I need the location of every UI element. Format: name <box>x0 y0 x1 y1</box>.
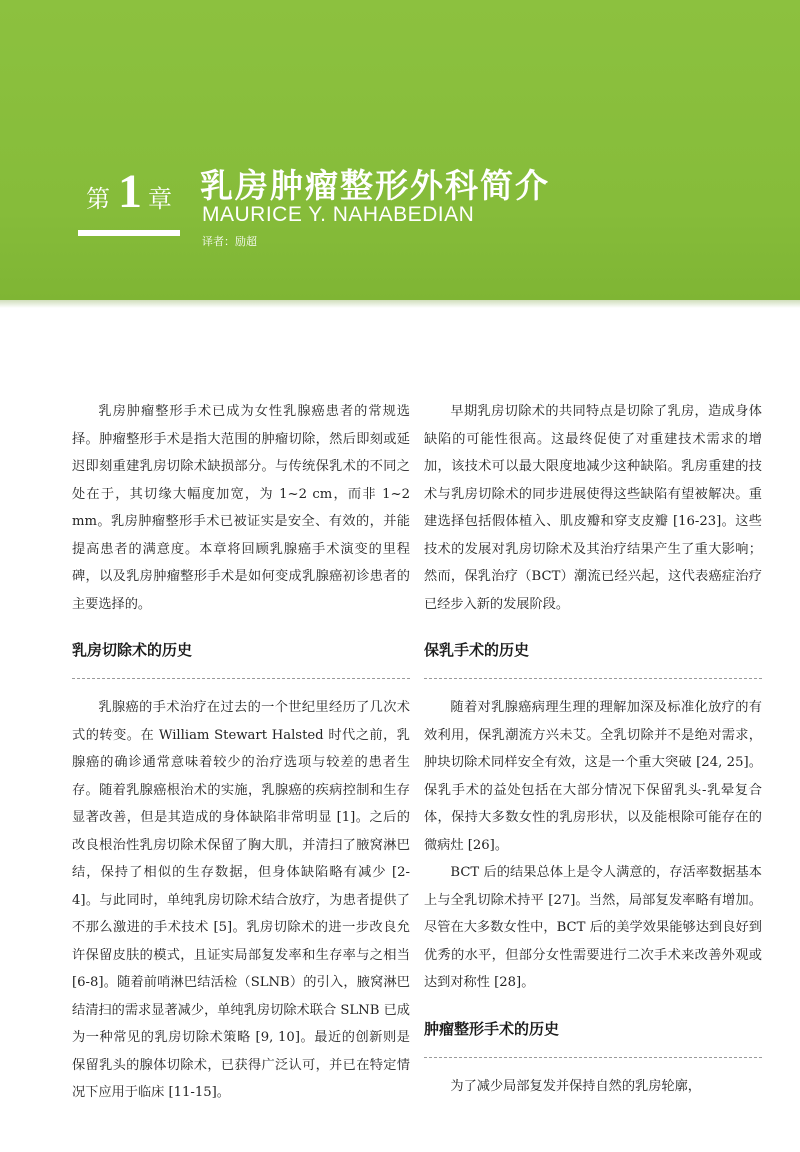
chapter-author: MAURICE Y. NAHABEDIAN <box>202 203 475 226</box>
chapter-suffix: 章 <box>148 185 172 213</box>
oncoplastic-paragraph-1: 为了减少局部复发并保持自然的乳房轮廓， <box>450 1078 701 1094</box>
chapter-underline <box>78 230 180 236</box>
bct-paragraph-2: BCT 后的结果总体上是令人满意的，存活率数据基本上与全乳切除术持平 [27]。当然，局部复发率略有增加。尽管在大多数女性中，BCT 后的美学效果能够达到良好到优秀的水平，但部分女性需要进行二次手术来改善外观或达到对称性 [28]。 <box>424 865 762 990</box>
chapter-label <box>86 166 186 216</box>
section-heading-bct-history: 保乳手术的历史 <box>424 641 530 659</box>
banner-shadow <box>0 300 800 308</box>
dashed-divider <box>72 678 410 679</box>
chapter-number: 1 <box>118 165 142 218</box>
left-column <box>72 398 410 1107</box>
section-heading-block <box>424 1008 762 1060</box>
dashed-divider <box>424 1057 762 1058</box>
section-heading-oncoplastic-history: 肿瘤整形手术的历史 <box>424 1019 560 1038</box>
bct-paragraph-1: 随着对乳腺癌病理生理的理解加深及标准化放疗的有效利用，保乳潮流方兴未艾。全乳切除并不是绝对需求，肿块切除术同样安全有效，这是一个重大突破 [24, 25]。保乳手术的益处包括在大部分情况下保留乳头-乳晕复合体，保持大多数女性的乳房形状，以及能根除可能存在的微病灶 [26]。 <box>424 700 762 853</box>
chapter-title: 乳房肿瘤整形外科简介 <box>200 166 550 205</box>
chapter-prefix: 第 <box>86 185 110 213</box>
chapter-translator: 译者：励超 <box>202 235 257 248</box>
section-heading-block <box>424 629 762 681</box>
chapter-banner <box>0 0 800 300</box>
mastectomy-history-paragraph: 乳腺癌的手术治疗在过去的一个世纪里经历了几次术式的转变。在 William Stewart Halsted 时代之前，乳腺癌的确诊通常意味着较少的治疗选项与较差的患者生存。随着乳腺癌根治术的实施，乳腺癌的疾病控制和生存显著改善，但是其造成的身体缺陷非常明显 [1]。之后的改良根治性乳房切除术保留了胸大肌，并清扫了腋窝淋巴结，保持了相似的生存数据，但身体缺陷略有减少 [2-4]。与此同时，单纯乳房切除术结合放疗，为患者提供了不那么激进的手术技术 [5]。乳房切除术的进一步改良允许保留皮肤的模式，且证实局部复发率和生存率与之相当 [6-8]。随着前哨淋巴结活检（SLNB）的引入，腋窝淋巴结清扫的需求显著减少，单纯乳房切除术联合 SLNB 已成为一种常见的乳房切除术策略 [9, 10]。最近的创新则是保留乳头的腺体切除术，已获得广泛认可，并已在特定情况下应用于临床 [11-15]。 <box>72 700 410 1100</box>
section-heading-block <box>72 629 410 681</box>
dashed-divider <box>424 678 762 679</box>
intro-paragraph: 乳房肿瘤整形手术已成为女性乳腺癌患者的常规选择。肿瘤整形手术是指大范围的肿瘤切除，然后即刻或延迟即刻重建乳房切除术缺损部分。与传统保乳术的不同之处在于，其切缘大幅度加宽，为 1~2 cm，而非 1~2 mm。乳房肿瘤整形手术已被证实是安全、有效的，并能提高患者的满意度。本章将回顾乳腺癌手术演变的里程碑，以及乳房肿瘤整形手术是如何变成乳腺癌初诊患者的主要选择的。 <box>72 404 410 612</box>
reconstruction-paragraph: 早期乳房切除术的共同特点是切除了乳房，造成身体缺陷的可能性很高。这最终促使了对重建技术需求的增加，该技术可以最大限度地减少这种缺陷。乳房重建的技术与乳房切除术的同步进展使得这些缺陷有望被解决。重建选择包括假体植入、肌皮瓣和穿支皮瓣 [16-23]。这些技术的发展对乳房切除术及其治疗结果产生了重大影响；然而，保乳治疗（BCT）潮流已经兴起，这代表癌症治疗已经步入新的发展阶段。 <box>424 404 762 612</box>
section-heading-mastectomy-history: 乳房切除术的历史 <box>72 641 193 659</box>
right-column <box>424 398 762 1100</box>
